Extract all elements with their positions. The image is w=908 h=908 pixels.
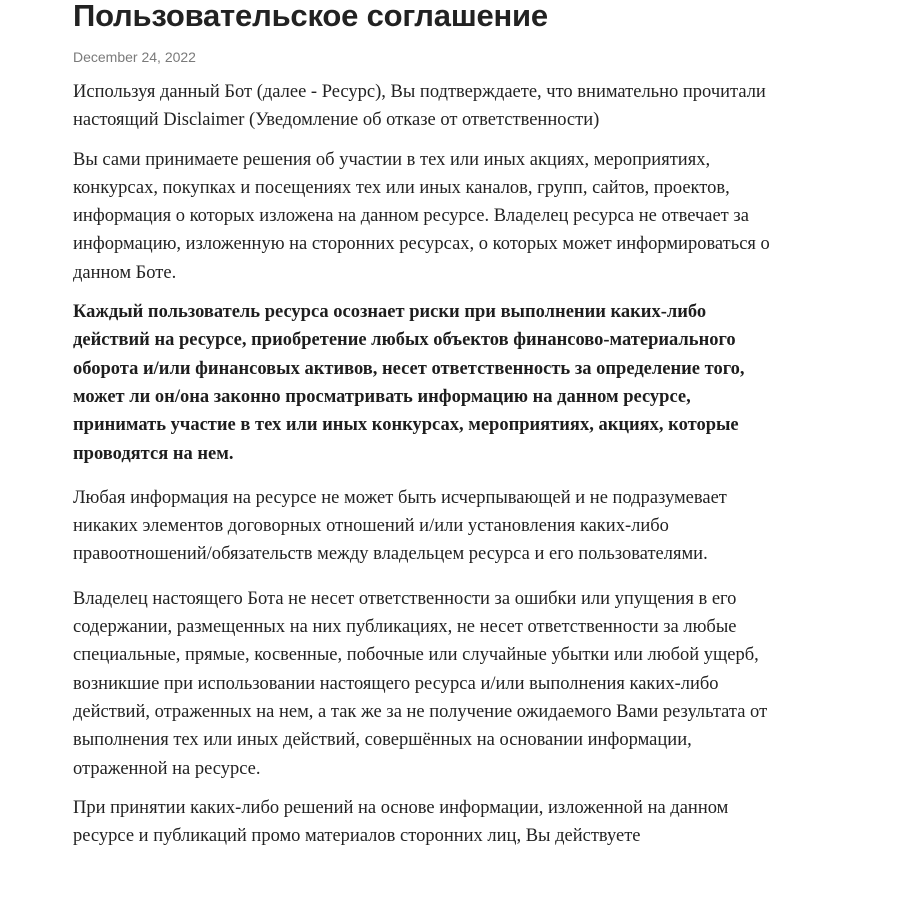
publish-date: December 24, 2022 [73,49,196,65]
paragraph-liability: Владелец настоящего Бота не несет ответственности за ошибки или упущения в его содержании, размещенных на них публикациях, не несет ответственности за любые специальные, прямые, косвенные, побочные или случайные убытки или любой ущерб, возникшие при использовании настоящего ресурса и/или выполнения каких-либо действий, отраженных на нем, а так же за не получение ожидаемого Вами результата от выполнения тех или иных действий, совершённых на основании информации, отраженной на ресурсе. [73,588,768,779]
page-title: Пользовательское соглашение [73,0,548,33]
paragraph-intro: Используя данный Бот (далее - Ресурс), Вы подтверждаете, что внимательно прочитали настоящий Disclaimer (Уведомление об отказе от ответственности) [73,82,766,131]
paragraph-decisions-basis: При принятии каких-либо решений на основе информации, изложенной на данном ресурсе и публикаций промо материалов сторонних лиц, Вы действуете [73,797,729,847]
article [73,0,773,861]
paragraph-risks: Каждый пользователь ресурса осознает риски при выполнении каких-либо действий на ресурсе, приобретение любых объектов финансово-материального оборота и/или финансовых активов, несет ответственность за определение того, может ли он/она законно просматривать информацию на данном ресурсе, принимать участие в тех или иных конкурсах, мероприятиях, акциях, которые проводятся на нем. [73,302,745,464]
paragraph-decisions: Вы сами принимаете решения об участии в тех или иных акциях, мероприятиях, конкурсах, покупках и посещениях тех или иных каналов, групп, сайтов, проектов, информация о которых изложена на данном ресурсе. Владелец ресурса не отвечает за информацию, изложенную на сторонних ресурсах, о которых может информироваться о данном Боте. [73,149,770,283]
paragraph-information: Любая информация на ресурсе не может быть исчерпывающей и не подразумевает никаких элементов договорных отношений и/или установления каких-либо правоотношений/обязательств между владельцем ресурса и его пользователями. [73,487,727,565]
